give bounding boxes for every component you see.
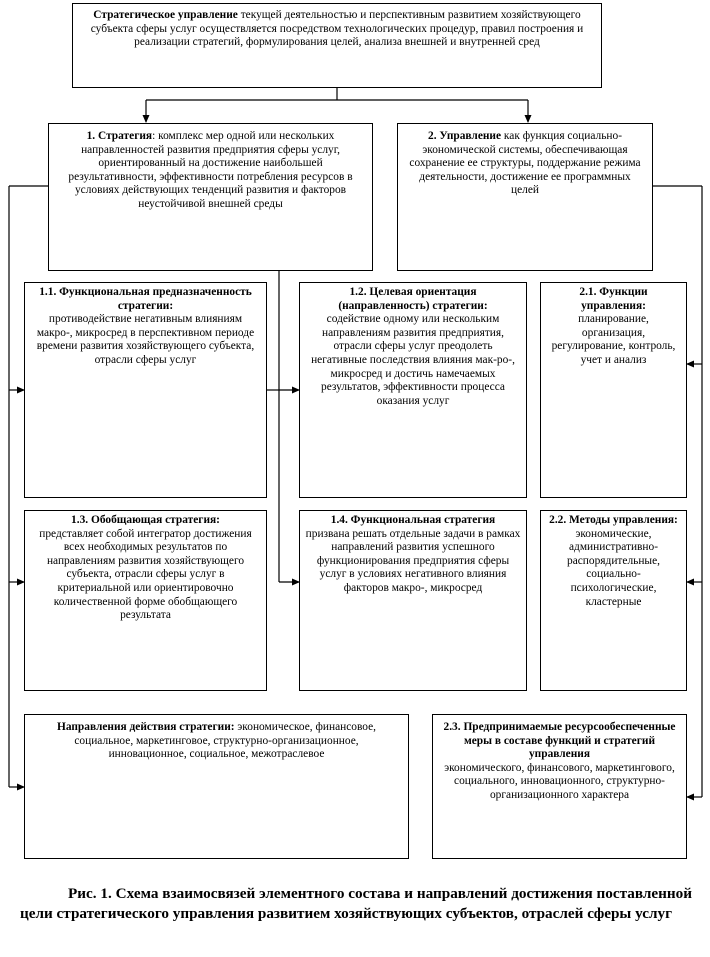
- functional-purpose-title: 1.1. Функциональная предназначенность стратегии:: [39, 286, 252, 312]
- management-title: 2. Управление: [428, 130, 502, 142]
- functional-purpose-box: [24, 282, 267, 498]
- strategy-directions-title: Направления действия стратегии:: [56, 721, 235, 733]
- management-methods-text: экономические, административно-распорядительные, социально-психологические, кластерные: [567, 527, 660, 608]
- resource-measures-title: 2.3. Предпринимаемые ресурсообеспеченные меры в составе функций и стратегий управления: [443, 721, 676, 761]
- target-orientation-box: [299, 282, 527, 498]
- target-orientation-title: 1.2. Целевая ориентация (направленность) стратегии:: [338, 286, 488, 312]
- management-functions-box: [540, 282, 687, 498]
- resource-measures-box: [432, 714, 687, 859]
- strategy-box: [48, 123, 373, 271]
- functional-purpose-text: противодействие негативным влияниям макро-, микросред в перспективном периоде времени развития хозяйствующего субъекта, отрасли сферы услуг: [36, 313, 255, 366]
- management-methods-box: [540, 510, 687, 691]
- strategy-title: 1. Стратегия: [86, 130, 153, 142]
- strategy-text: : комплекс мер одной или нескольких направленностей развития предприятия сферы услуг, ориентированный на достижение наибольшей результативности, эффективности потребления ресурсов в условиях действующих тенденций развития и факторов неустойчивой внешней среды: [68, 130, 353, 210]
- management-methods-title: 2.2. Методы управления:: [549, 514, 678, 526]
- functional-strategy-box: [299, 510, 527, 691]
- top-box-text: текущей деятельностью и перспективным развитием хозяйствующего субъекта сферы услуг осуществляется посредством технологических процедур, правил построения и реализации стратегий, формулирования целей, анализа внешней и внутренней сред: [90, 9, 584, 49]
- management-functions-text: планирование, организация, регулирование, контроль, учет и анализ: [551, 313, 676, 366]
- management-box: [397, 123, 653, 271]
- generalizing-strategy-text: представляет собой интегратор достижения всех необходимых результатов по направлениям развития хозяйствующего субъекта, отрасли сферы услуг в критериальной или ориентировочно количественной форме обобщающего результата: [39, 527, 252, 622]
- top-box-title: Стратегическое управление: [93, 9, 238, 21]
- functional-strategy-title: 1.4. Функциональная стратегия: [330, 514, 496, 526]
- functional-strategy-text: призвана решать отдельные задачи в рамках направлений развития успешного функционирования предприятия сферы услуг в условиях негативного влияния факторов макро-, микросред: [305, 527, 521, 594]
- strategy-directions-box: [24, 714, 409, 859]
- figure-caption: Рис. 1. Схема взаимосвязей элементного состава и направлений достижения поставленной цели стратегического управления развитием хозяйствующих субъектов, отраслей сферы услуг: [20, 885, 692, 922]
- resource-measures-text: экономического, финансового, маркетингового, социального, инновационного, структурно-организационного характера: [444, 761, 675, 801]
- generalizing-strategy-title: 1.3. Обобщающая стратегия:: [71, 514, 220, 526]
- generalizing-strategy-box: [24, 510, 267, 691]
- target-orientation-text: содействие одному или нескольким направлениям развития предприятия, отрасли сферы услуг преодолеть негативные последствия влияния мак-ро-, микросред и достичь намечаемых результатов, эффективности процесса оказания услуг: [311, 313, 515, 407]
- top-box-strategic-management: [72, 3, 602, 88]
- management-text: как функция социально-экономической системы, обеспечивающая сохранение ее структуры, поддержание режима деятельности, достижение ее программных целей: [409, 130, 641, 197]
- management-functions-title: 2.1. Функции управления:: [579, 286, 648, 312]
- strategy-directions-text: экономическое, финансовое, социальное, маркетинговое, структурно-организационное, инновационное, социальное, межотраслевое: [74, 721, 377, 761]
